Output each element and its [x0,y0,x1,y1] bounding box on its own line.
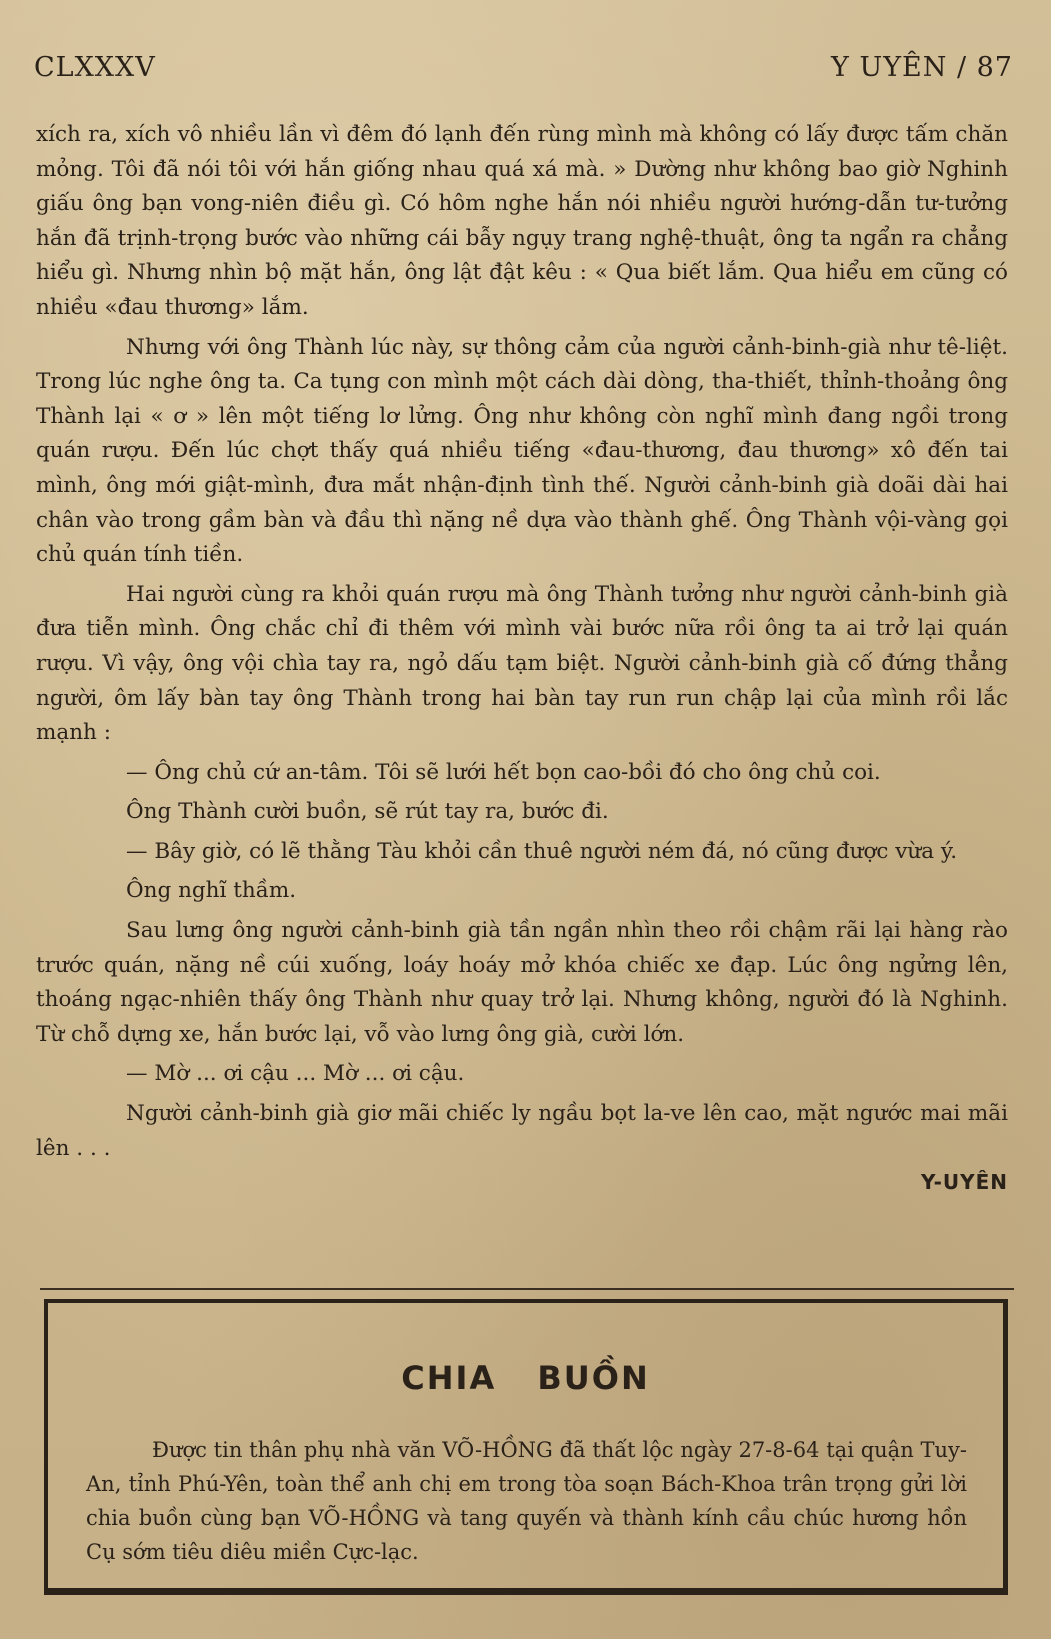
paragraph-5: Ông nghĩ thầm. [126,878,297,904]
paragraph-2: Nhưng với ông Thành lúc này, sự thông cảm của người cảnh-binh-già như tê-liệt. Trong lúc nghe ông ta. Ca tụng con mình một cách dài dòng, tha-thiết, thỉnh-thoảng ông Thành lại « ơ » lên một tiếng lơ lửng. Ông như không còn nghĩ mình đang ngồi trong quán rượu. Đến lúc chợt thấy quá nhiều tiếng «đau-thương, đau thương» xô đến tai mình, ông mới giật-mình, đưa mắt nhận-định tình thế. Người cảnh-binh già doãi dài hai chân vào trong gầm bàn và đầu thì nặng nề dựa vào thành ghế. Ông Thành vội-vàng gọi chủ quán tính tiền. [36,334,1008,568]
dialogue-line-3: — Mờ ... ơi cậu ... Mờ ... ơi cậu. [126,1061,465,1087]
author-signature: Y-UYÊN [921,1170,1008,1195]
dialogue-line-1: — Ông chủ cứ an-tâm. Tôi sẽ lưới hết bọn cao-bồi đó cho ông chủ coi. [126,759,881,785]
condolence-notice-box [44,1299,1008,1595]
paragraph-1: xích ra, xích vô nhiều lần vì đêm đó lạnh đến rùng mình mà không có lấy được tấm chăn mỏng. Tôi đã nói tôi với hắn giống nhau quá xá mà. » Dường như không bao giờ Nghinh giấu ông bạn vong-niên điều gì. Có hôm nghe hắn nói nhiều người hướng-dẫn tư-tưởng hắn đã trịnh-trọng bước vào những cái bẫy ngụy trang nghệ-thuật, ông ta ngẩn ra chẳng hiểu gì. Nhưng nhìn bộ mặt hắn, ông lật đật kêu : « Qua biết lắm. Qua hiểu em cũng có nhiều «đau thương» lắm. [36,122,1008,320]
running-title-page-number: Y UYÊN / 87 [831,52,1013,83]
page-header [34,52,1013,96]
paragraph-7: Người cảnh-binh già giơ mãi chiếc ly ngầu bọt la-ve lên cao, mặt ngước mai mãi lên . . . [36,1101,1008,1161]
article-body [36,118,1008,1200]
section-divider [40,1288,1014,1290]
notice-title: CHIA BUỒN [401,1359,650,1397]
dialogue-line-2: — Bây giờ, có lẽ thằng Tàu khỏi cần thuê người ném đá, nó cũng được vừa ý. [126,838,958,864]
notice-body: Được tin thân phụ nhà văn VÕ-HỒNG đã thất lộc ngày 27-8-64 tại quận Tuy-An, tỉnh Phú-Yên, toàn thể anh chị em trong tòa soạn Bách-Khoa trân trọng gửi lời chia buồn cùng bạn VÕ-HỒNG và tang quyến và thành kính cầu chúc hương hồn Cụ sớm tiêu diêu miền Cực-lạc. [86,1438,967,1564]
paragraph-6: Sau lưng ông người cảnh-binh già tần ngần nhìn theo rồi chậm rãi lại hàng rào trước quán, nặng nề cúi xuống, loáy hoáy mở khóa chiếc xe đạp. Lúc ông ngửng lên, thoáng ngạc-nhiên thấy ông Thành như quay trở lại. Nhưng không, người đó là Nghinh. Từ chỗ dựng xe, hắn bước lại, vỗ vào lưng ông già, cười lớn. [36,918,1008,1047]
paragraph-4: Ông Thành cười buồn, sẽ rút tay ra, bước đi. [126,799,609,825]
section-number: CLXXXV [34,52,156,83]
paragraph-3: Hai người cùng ra khỏi quán rượu mà ông Thành tưởng như người cảnh-binh già đưa tiễn mình. Ông chắc chỉ đi thêm với mình vài bước nữa rồi ông ta ai trở lại quán rượu. Vì vậy, ông vội chìa tay ra, ngỏ dấu tạm biệt. Người cảnh-binh già cố đứng thẳng người, ôm lấy bàn tay ông Thành trong hai bàn tay run run chập lại của mình rồi lắc mạnh : [36,581,1008,746]
